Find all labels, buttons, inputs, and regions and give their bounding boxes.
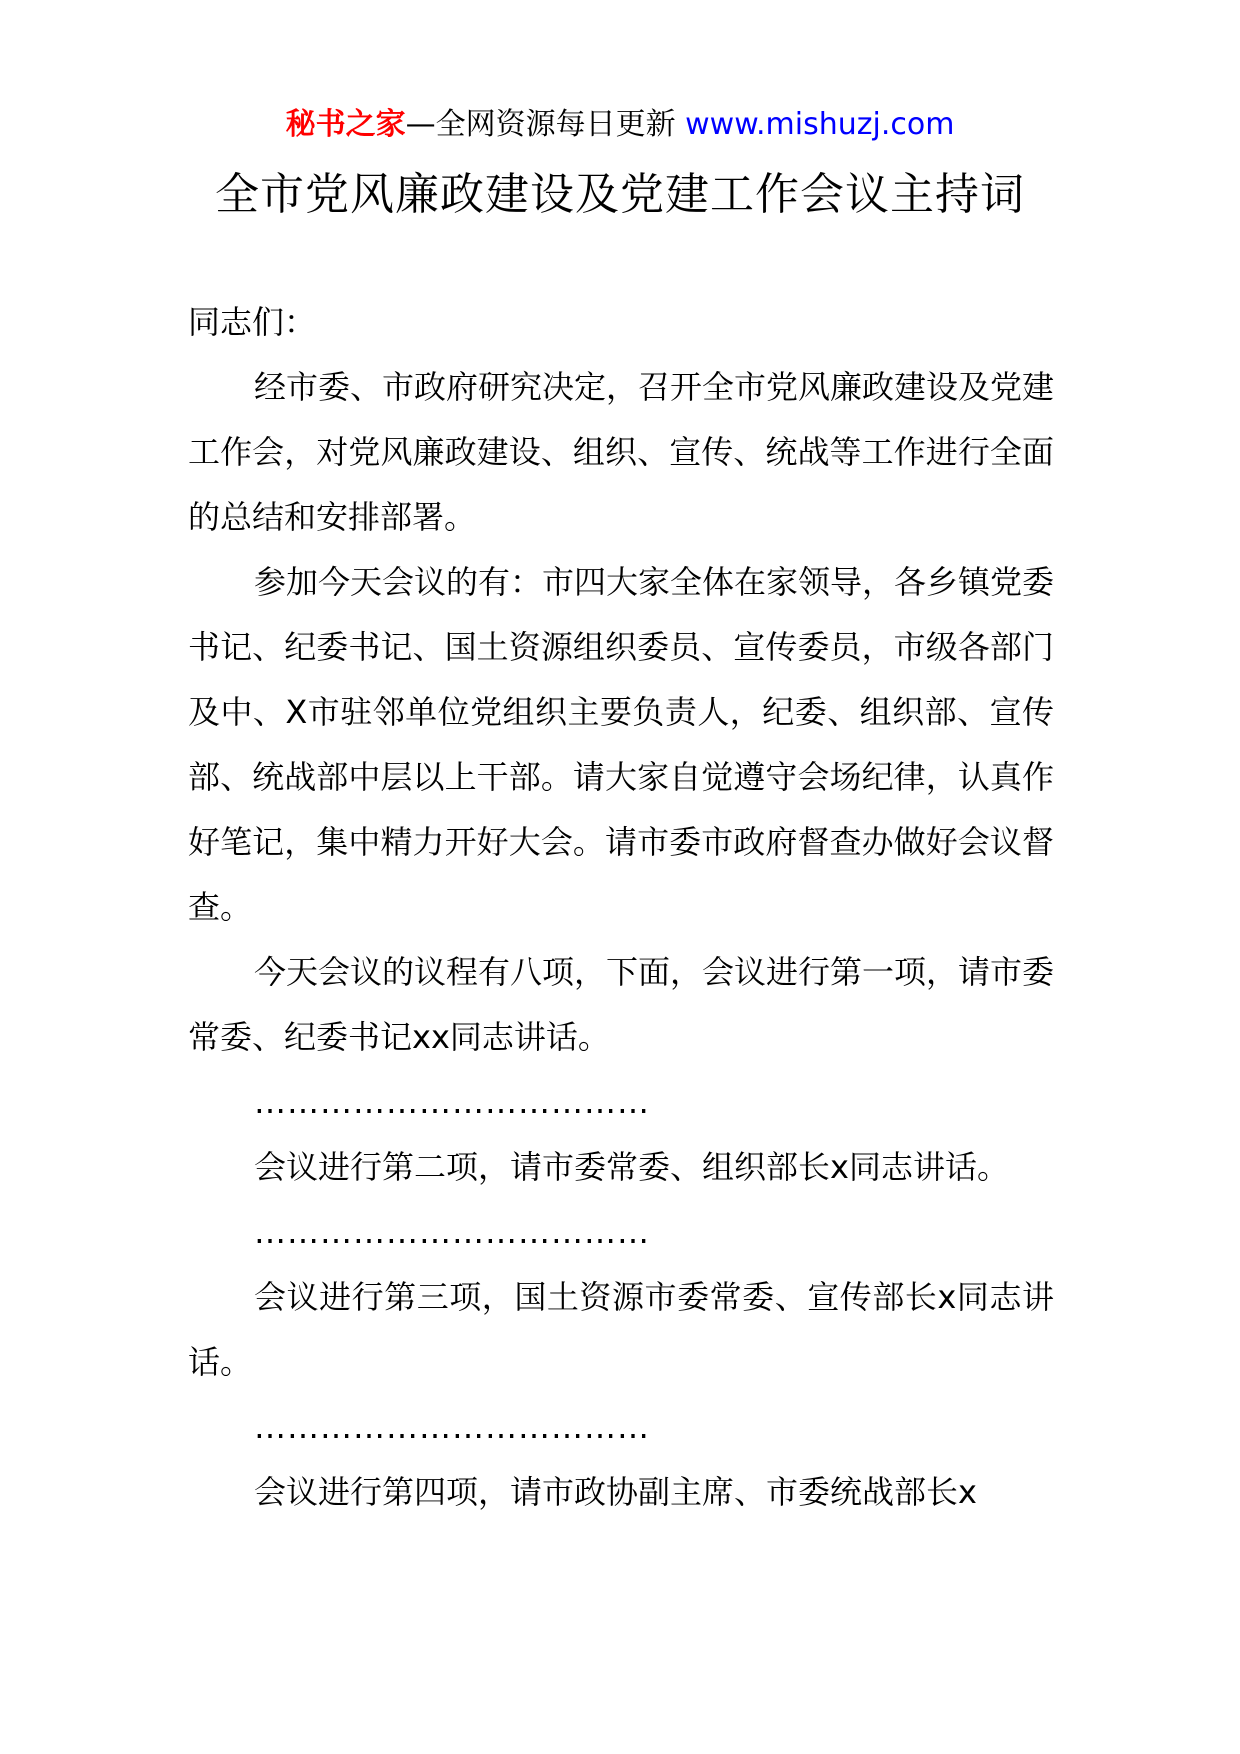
site-header xyxy=(0,98,1240,152)
header-slogan: —全网资源每日更新 xyxy=(405,107,686,142)
paragraph-agenda-item-1: 今天会议的议程有八项，下面，会议进行第一项，请市委常委、纪委书记xx同志讲话。 xyxy=(188,953,1055,1056)
brand-name: 秘书之家 xyxy=(285,107,406,142)
document-title: 全市党风廉政建设及党建工作会议主持词 xyxy=(215,169,1025,220)
paragraph-agenda-item-3: 会议进行第三项，国土资源市委常委、宣传部长x同志讲话。 xyxy=(188,1278,1054,1381)
paragraph-agenda-item-4: 会议进行第四项，请市政协副主席、市委统战部长x xyxy=(254,1473,977,1511)
paragraph-attendees: 参加今天会议的有：市四大家全体在家领导，各乡镇党委书记、纪委书记、国土资源组织委员、宣传委员，市级各部门及中、X市驻邻单位党组织主要负责人，纪委、组织部、宣传部、统战部中层以上干部。请大家自觉遵守会场纪律，认真作好笔记，集中精力开好大会。请市委市政府督查办做好会议督查。 xyxy=(188,563,1055,926)
ellipsis-separator: ……………………………… xyxy=(254,1083,650,1121)
ellipsis-separator: ……………………………… xyxy=(254,1213,650,1251)
paragraph-decision: 经市委、市政府研究决定，召开全市党风廉政建设及党建工作会，对党风廉政建设、组织、宣传、统战等工作进行全面的总结和安排部署。 xyxy=(188,368,1055,536)
site-url-link[interactable]: www.mishuzj.com xyxy=(685,107,955,142)
document-body xyxy=(188,290,1054,1525)
ellipsis-separator: ……………………………… xyxy=(254,1408,650,1446)
salutation: 同志们： xyxy=(188,303,317,341)
paragraph-agenda-item-2: 会议进行第二项，请市委常委、组织部长x同志讲话。 xyxy=(254,1148,1009,1186)
